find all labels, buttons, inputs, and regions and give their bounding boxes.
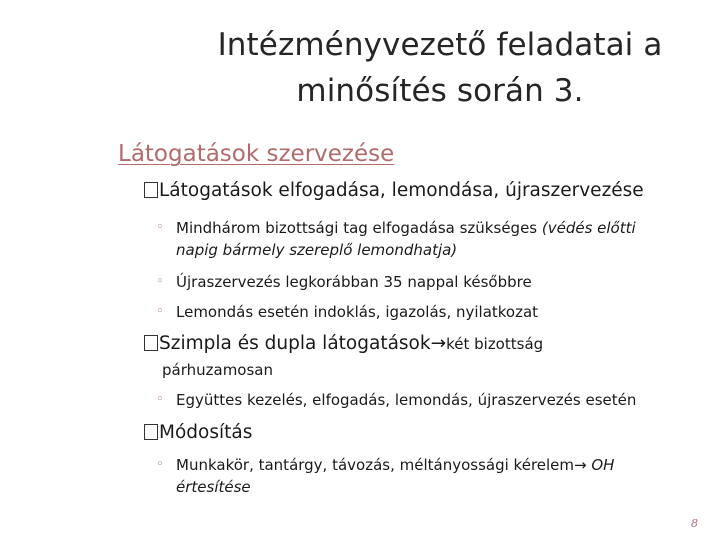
slide-title xyxy=(60,22,720,114)
list-item-continuation: párhuzamosan xyxy=(162,361,273,379)
section-heading: Látogatások szervezése xyxy=(118,141,395,167)
slide-title-line-1: Intézményvezető feladatai a xyxy=(217,27,663,63)
missing-glyph-bullet-icon xyxy=(144,182,158,198)
list-item-small-text: két bizottság xyxy=(446,335,544,353)
sub-item-italic-note: (védés előtti napig bármely szereplő lemondhatja) xyxy=(176,219,636,259)
ring-bullet-icon: ◦ xyxy=(156,274,164,289)
sub-item-text: Együttes kezelés, elfogadás, lemondás, újraszervezés esetén xyxy=(176,391,637,409)
arrow-glyph: → xyxy=(430,333,447,354)
ring-bullet-icon: ◦ xyxy=(156,457,164,472)
sub-item-cancellation xyxy=(156,301,676,323)
sub-item-modification-details xyxy=(156,454,676,498)
sub-item-joint-handling xyxy=(156,389,676,411)
list-item-label: Módosítás xyxy=(159,422,253,443)
missing-glyph-bullet-icon xyxy=(144,424,158,440)
page-number: 8 xyxy=(691,517,698,530)
slide-title-line-2: minősítés során 3. xyxy=(296,73,584,109)
sub-item-text: Újraszervezés legkorábban 35 nappal későbbre xyxy=(176,273,532,291)
sub-item-committee-acceptance xyxy=(156,217,676,261)
list-item-single-double-visits xyxy=(144,333,543,354)
ring-bullet-icon: ◦ xyxy=(156,220,164,235)
sub-item-italic-note: OH értesítése xyxy=(176,456,615,496)
list-item-label: Látogatások elfogadása, lemondása, újraszervezése xyxy=(159,180,644,201)
sub-item-reorganization xyxy=(156,271,676,293)
list-item-acceptance xyxy=(144,180,644,201)
missing-glyph-bullet-icon xyxy=(144,335,158,351)
list-item-label: Szimpla és dupla látogatások xyxy=(159,333,431,354)
sub-item-text: Munkakör, tantárgy, távozás, méltányossági kérelem→ xyxy=(176,456,592,474)
list-item-modification xyxy=(144,422,252,443)
ring-bullet-icon: ◦ xyxy=(156,392,164,407)
sub-item-text: Lemondás esetén indoklás, igazolás, nyilatkozat xyxy=(176,303,539,321)
sub-item-text: Mindhárom bizottsági tag elfogadása szükséges xyxy=(176,219,542,237)
ring-bullet-icon: ◦ xyxy=(156,304,164,319)
